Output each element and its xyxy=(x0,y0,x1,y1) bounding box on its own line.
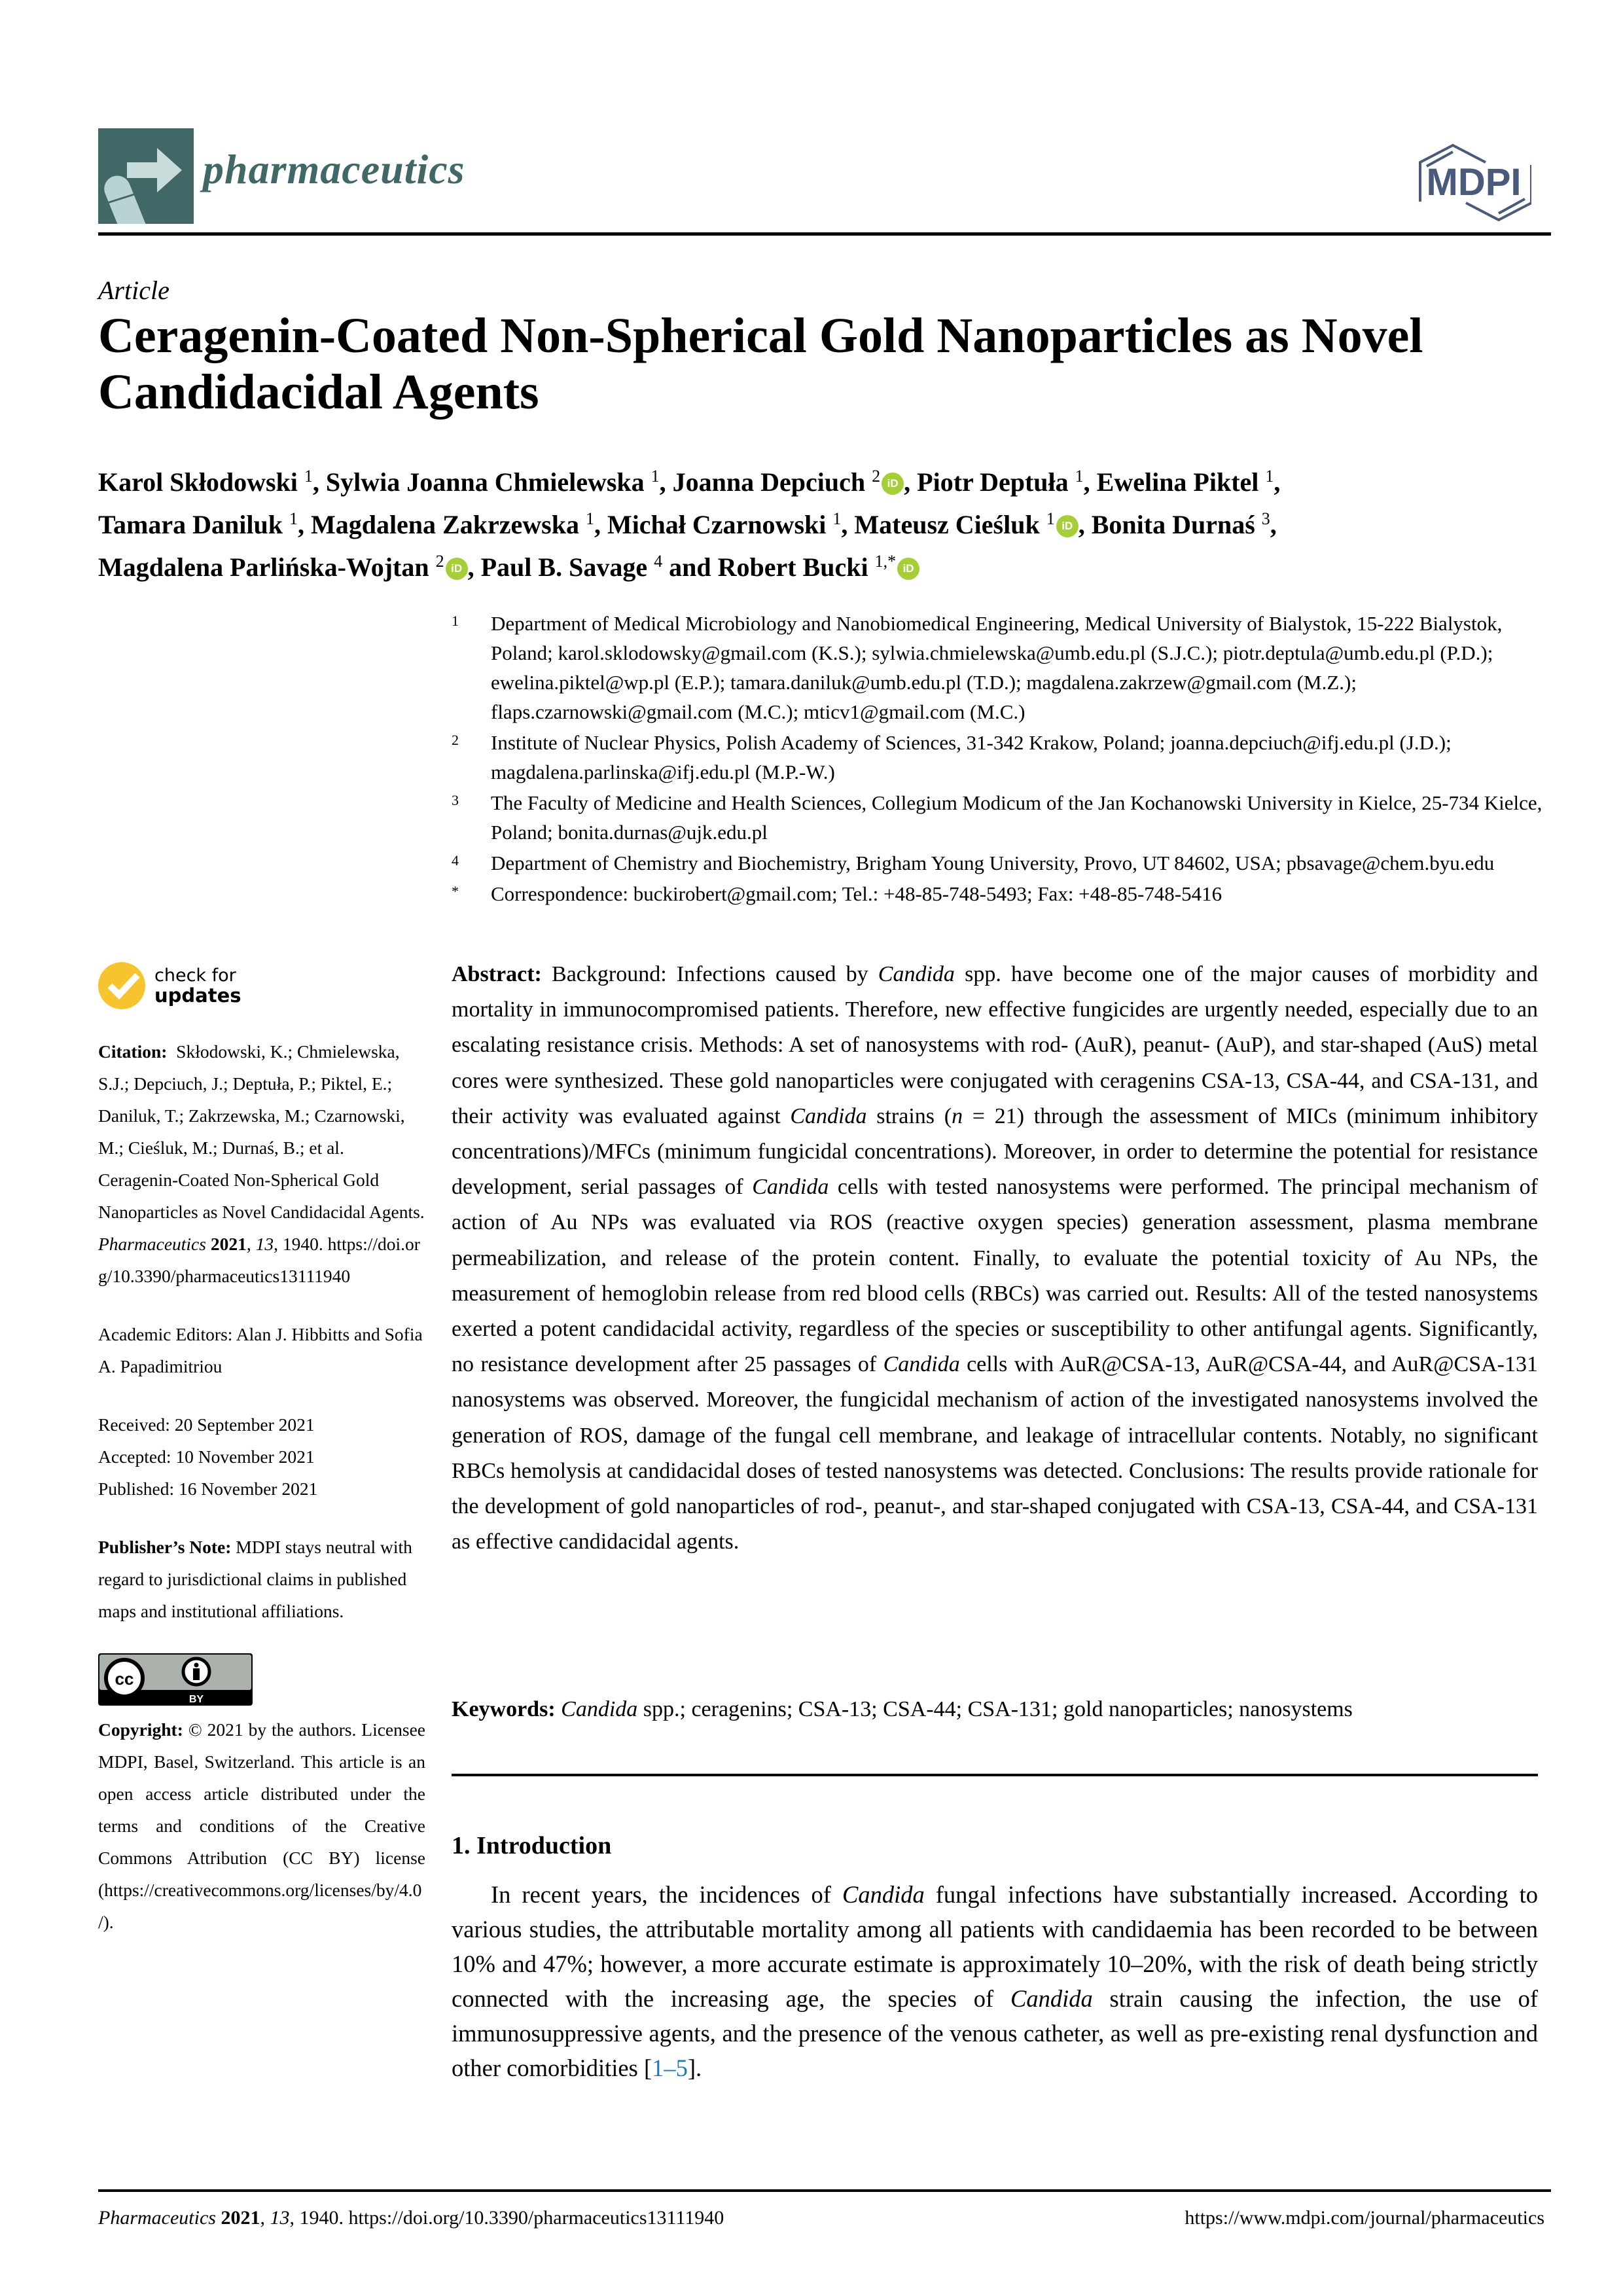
author-affiliation-sup: 1,* xyxy=(874,552,897,571)
text-run: Background: Infections caused by xyxy=(541,962,878,986)
citation-block: Citation: Skłodowski, K.; Chmielewska, S.J.; Depciuch, J.; Deptuła, P.; Piktel, E.; Daniluk, T.; Zakrzewska, M.; Czarnowski, M.; Cieśluk, M.; Durnaś, B.; et al. Ceragenin-Coated Non-Spherical Gold Nanoparticles as Novel Candidacidal Agents. Pharmaceutics 2021, 13, 1940. https://doi.org/10.3390/pharmaceutics13111940 xyxy=(98,1041,425,1286)
author-separator: , xyxy=(312,467,326,497)
italic-term: Candida xyxy=(883,1352,960,1377)
author-affiliation-sup: 4 xyxy=(654,552,663,571)
author-separator: , xyxy=(659,467,673,497)
author-affiliation-sup: 2 xyxy=(872,467,881,486)
text-run: In recent years, the incidences of xyxy=(491,1881,842,1908)
text-run: = 21) through the assessment of MICs (minimum inhibitory concentrations)/MFCs (minimum fungicidal concentrations). Moreover, in order to determine the potential for resistance development, serial passages of xyxy=(452,1103,1538,1200)
keyword-candida: Candida xyxy=(561,1697,638,1721)
section-rule xyxy=(452,1774,1538,1776)
author-name: Piotr Deptuła xyxy=(917,467,1075,497)
italic-term: Candida xyxy=(842,1881,925,1908)
article-type: Article xyxy=(98,276,169,305)
author-affiliation-sup: 1 xyxy=(585,509,594,528)
author-list xyxy=(98,458,1551,586)
footer-journal: Pharmaceutics xyxy=(98,2207,216,2229)
affiliation-text: Department of Medical Microbiology and Nanobiomedical Engineering, Medical University of Bialystok, 15-222 Bialystok, Poland; karol.sklodowsky@gmail.com (K.S.); sylwia.chmielewska@umb.edu.pl (S.J.C.); piotr.deptula@umb.edu.pl (P.D.); ewelina.piktel@wp.pl (E.P.); tamara.daniluk@umb.edu.pl (T.D.); magdalena.zakrzew@gmail.com (M.Z.); flaps.czarnowski@gmail.com (M.C.); mticv1@gmail.com (M.C.) xyxy=(491,612,1503,723)
author-separator: , xyxy=(1083,467,1097,497)
citation-year: 2021 xyxy=(210,1234,247,1254)
text-run: strain causing the infection, the use of immunosuppressive agents, and the presence of the venous catheter, as well as pre-existing renal dysfunction and other comorbidities [ xyxy=(452,1985,1539,2081)
author-name: Magdalena Parlińska-Wojtan xyxy=(98,552,436,582)
affiliation-item xyxy=(452,609,1551,726)
cc-by-license-badge[interactable] xyxy=(98,1653,253,1706)
author-name: Joanna Depciuch xyxy=(672,467,872,497)
orcid-icon[interactable]: iD xyxy=(897,558,919,580)
author-separator: , xyxy=(1270,510,1277,539)
published-date: Published: 16 November 2021 xyxy=(98,1479,318,1499)
publisher-note xyxy=(98,1531,425,1627)
affiliation-item xyxy=(452,848,1551,878)
affiliation-number: 2 xyxy=(452,732,459,748)
orcid-icon[interactable]: iD xyxy=(1056,515,1079,537)
italic-term: Candida xyxy=(878,962,955,986)
author-affiliation-sup: 1 xyxy=(651,467,660,486)
text-run: cells with tested nanosystems were performed. The principal mechanism of action of Au NPs was evaluated via ROS (reactive oxygen species) generation assessment, plasma membrane permeabilization, and release of the protein content. Finally, to evaluate the potential toxicity of Au NPs, the measurement of hemoglobin release from red blood cells (RBCs) was carried out. Results: All of the tested nanosystems exerted a potent candidacidal activity, regardless of the species or susceptibility to other antifungal agents. Significantly, no resistance development after 25 passages of xyxy=(452,1175,1538,1377)
author-name: Sylwia Joanna Chmielewska xyxy=(325,467,651,497)
author-separator: , xyxy=(297,510,311,539)
author-name: Paul B. Savage xyxy=(480,552,654,582)
copyright-block xyxy=(98,1713,425,1938)
author-separator: , xyxy=(841,510,855,539)
affiliation-text: Department of Chemistry and Biochemistry, Brigham Young University, Provo, UT 84602, USA; pbsavage@chem.byu.edu xyxy=(491,852,1495,874)
introduction-paragraph xyxy=(452,1877,1538,2085)
text-run: strains ( xyxy=(866,1103,952,1128)
keywords-label: Keywords: xyxy=(452,1697,556,1721)
author-affiliation-sup: 2 xyxy=(435,552,444,571)
affiliation-text: The Faculty of Medicine and Health Sciences, Collegium Modicum of the Jan Kochanowski University in Kielce, 25-734 Kielce, Poland; bonita.durnas@ujk.edu.pl xyxy=(491,791,1543,844)
italic-term: Candida xyxy=(1010,1985,1093,2012)
italic-term: Candida xyxy=(752,1175,829,1200)
received-date: Received: 20 September 2021 xyxy=(98,1414,315,1435)
orcid-icon[interactable]: iD xyxy=(446,558,468,580)
mdpi-logo-text: MDPI xyxy=(1426,161,1522,204)
citation-volume: 13 xyxy=(255,1234,274,1254)
text-run: fungal infections have substantially increased. According to various studies, the attributable mortality among all patients with candidaemia has been recorded to be between 10% and 47%; however, a more accurate estimate is approximately 10–20%, with the risk of death being strictly connected with the increasing age, the species of xyxy=(452,1881,1538,2012)
keywords-list: spp.; ceragenins; CSA-13; CSA-44; CSA-131; gold nanoparticles; nanosystems xyxy=(637,1697,1353,1721)
author-separator: , xyxy=(1274,467,1281,497)
author-affiliation-sup: 1 xyxy=(832,509,842,528)
author-name: Magdalena Zakrzewska xyxy=(310,510,586,539)
publisher-note-label: Publisher’s Note: xyxy=(98,1537,232,1557)
author-affiliation-sup: 1 xyxy=(1075,467,1084,486)
author-name: Bonita Durnaś xyxy=(1091,510,1262,539)
check-updates-line1: check for xyxy=(154,965,236,986)
text-run: ]. xyxy=(687,2054,702,2081)
italic-term: n xyxy=(952,1103,963,1128)
abstract-body xyxy=(452,962,1538,1554)
author-name: Mateusz Cieśluk xyxy=(854,510,1046,539)
citation-text: Skłodowski, K.; Chmielewska, S.J.; Depciuch, J.; Deptuła, P.; Piktel, E.; Daniluk, T.; Zakrzewska, M.; Czarnowski, M.; Cieśluk, M.; Durnaś, B.; et al. Ceragenin-Coated Non-Spherical Gold Nanoparticles as Novel Candidacidal Agents. xyxy=(98,1041,425,1222)
footer-citation: Pharmaceutics 2021, 13, 1940. https://doi.org/10.3390/pharmaceutics13111940 xyxy=(98,2207,724,2229)
dates-block xyxy=(98,1408,425,1505)
affiliation-number: 4 xyxy=(452,852,459,869)
author-name: Tamara Daniluk xyxy=(98,510,289,539)
check-for-updates-button[interactable] xyxy=(98,962,425,1009)
affiliation-item xyxy=(452,879,1551,908)
affiliation-number: 1 xyxy=(452,613,459,629)
affiliation-text: Institute of Nuclear Physics, Polish Academy of Sciences, 31-342 Krakow, Poland; joanna.depciuch@ifj.edu.pl (J.D.); magdalena.parlinska@ifj.edu.pl (M.P.-W.) xyxy=(491,731,1452,783)
author-separator: , xyxy=(1078,510,1092,539)
author-affiliation-sup: 1 xyxy=(304,467,313,486)
abstract-label: Abstract: xyxy=(452,962,542,986)
sidebar xyxy=(98,962,425,1938)
author-affiliation-sup: 3 xyxy=(1261,509,1270,528)
copyright-label: Copyright: xyxy=(98,1719,183,1740)
author-affiliation-sup: 1 xyxy=(1046,509,1055,528)
checkmark-icon xyxy=(98,962,145,1009)
cc-text: cc xyxy=(115,1669,134,1689)
author-name: Ewelina Piktel xyxy=(1096,467,1266,497)
accepted-date: Accepted: 10 November 2021 xyxy=(98,1446,315,1467)
citation-label: Citation: xyxy=(98,1041,168,1062)
check-updates-line2: updates xyxy=(154,984,241,1007)
section-heading-introduction: 1. Introduction xyxy=(452,1832,612,1859)
citation-journal: Pharmaceutics xyxy=(98,1234,206,1254)
affiliation-item xyxy=(452,728,1551,787)
author-separator: , xyxy=(594,510,607,539)
text-run: cells with AuR@CSA-13, AuR@CSA-44, and AuR@CSA-131 nanosystems was observed. Moreover, the fungicidal mechanism of action of the investigated nanosystems involved the generation of ROS, damage of the fungal cell membrane, and leakage of intracellular contents. Notably, no significant RBCs hemolysis at candidacidal doses of tested nanosystems was detected. Conclusions: The results provide rationale for the development of gold nanoparticles of rod-, peanut-, and star-shaped conjugated with CSA-13, CSA-44, and CSA-131 as effective candidacidal agents. xyxy=(452,1352,1539,1554)
affiliations xyxy=(452,609,1551,910)
journal-logo-icon xyxy=(98,128,194,224)
abstract xyxy=(452,957,1538,1560)
keywords xyxy=(452,1692,1538,1727)
author-separator: , xyxy=(904,467,918,497)
affiliation-number: 3 xyxy=(452,792,459,808)
affiliation-item xyxy=(452,788,1551,847)
reference-link[interactable]: 1–5 xyxy=(652,2054,688,2081)
affiliation-number: * xyxy=(452,883,459,899)
journal-name: pharmaceutics xyxy=(203,146,465,192)
publisher-note-text: MDPI stays neutral with regard to jurisdictional claims in published maps and institutional affiliations. xyxy=(98,1537,412,1621)
author-affiliation-sup: 1 xyxy=(1265,467,1274,486)
footer-volume: 13 xyxy=(270,2207,290,2229)
header-rule xyxy=(98,232,1551,236)
author-separator: , xyxy=(467,552,481,582)
citation-article-number: , 1940. xyxy=(274,1234,323,1254)
text-run: spp. have become one of the major causes of morbidity and mortality in immunocompromised patients. Therefore, new effective fungicides are urgently needed, especially due to an escalating resistance crisis. Methods: A set of nanosystems with rod- (AuR), peanut- (AuP), and star-shaped (AuS) metal cores were synthesized. These gold nanoparticles were conjugated with ceragenins CSA-13, CSA-44, and CSA-131, and their activity was evaluated against xyxy=(452,962,1538,1128)
author-affiliation-sup: 1 xyxy=(289,509,298,528)
copyright-text: © 2021 by the authors. Licensee MDPI, Basel, Switzerland. This article is an open access article distributed under the terms and conditions of the Creative Commons Attribution (CC BY) license (https://creativecommons.org/licenses/by/4.0/). xyxy=(98,1719,425,1932)
mdpi-logo-icon[interactable] xyxy=(1407,143,1531,221)
author-name: Karol Skłodowski xyxy=(98,467,304,497)
footer-doi-link[interactable]: , 1940. https://doi.org/10.3390/pharmaceutics13111940 xyxy=(289,2207,724,2229)
citation-doi-link[interactable]: https://doi.org/10.3390/pharmaceutics13111940 xyxy=(98,1234,420,1286)
author-name: Robert Bucki xyxy=(717,552,875,582)
orcid-icon[interactable]: iD xyxy=(882,473,904,495)
author-name: Michał Czarnowski xyxy=(607,510,833,539)
footer-year: 2021 xyxy=(221,2207,260,2229)
academic-editors: Academic Editors: Alan J. Hibbitts and Sofia A. Papadimitriou xyxy=(98,1324,423,1376)
affiliation-text: Correspondence: buckirobert@gmail.com; Tel.: +48-85-748-5493; Fax: +48-85-748-5416 xyxy=(491,882,1222,905)
author-separator: and xyxy=(662,552,718,582)
by-text: BY xyxy=(188,1694,204,1705)
article-title: Ceragenin-Coated Non-Spherical Gold Nanoparticles as Novel Candidacidal Agents xyxy=(98,308,1423,420)
footer-rule xyxy=(98,2189,1551,2192)
footer-journal-url-link[interactable]: https://www.mdpi.com/journal/pharmaceutics xyxy=(1185,2207,1544,2229)
introduction-body xyxy=(452,1881,1538,2081)
italic-term: Candida xyxy=(790,1103,867,1128)
